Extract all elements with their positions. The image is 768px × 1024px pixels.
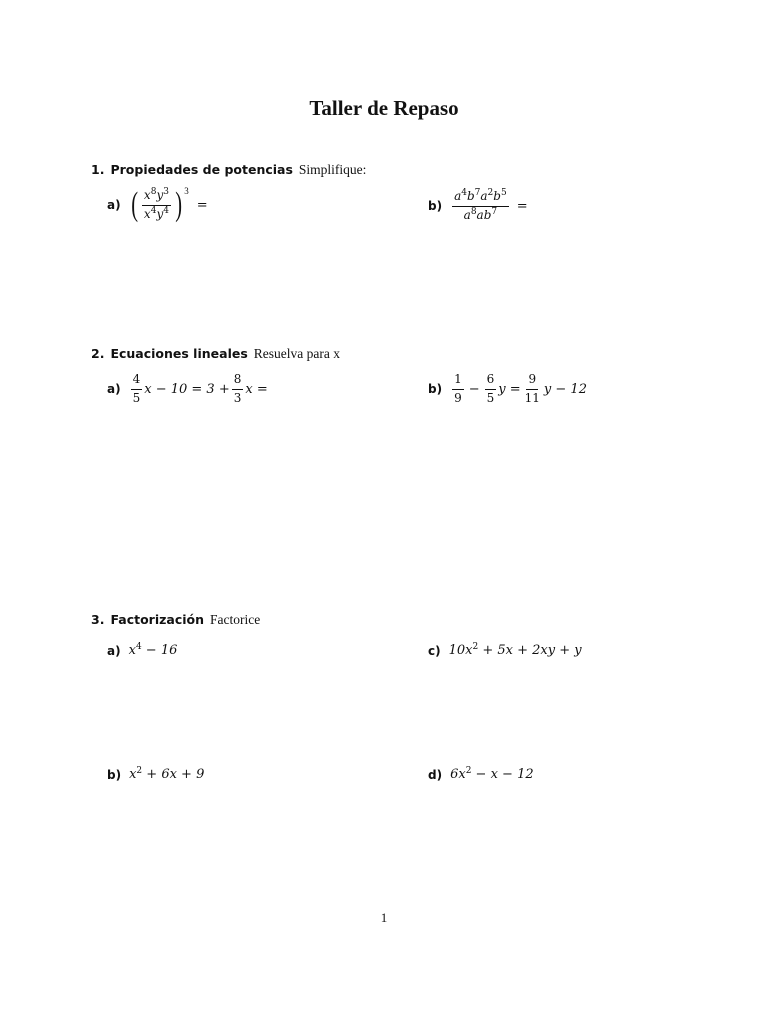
fraction <box>452 373 464 406</box>
outer-exponent: 3 <box>184 186 189 196</box>
equation-middle: y = <box>498 381 521 397</box>
item-label: a) <box>107 198 121 212</box>
section-number: 1. <box>91 162 105 177</box>
numerator: 6 <box>485 373 497 390</box>
denominator: $a^8ab^7$ <box>463 206 498 222</box>
page-number: 1 <box>380 910 388 925</box>
equation-tail: x = <box>245 381 268 397</box>
exercise-3c <box>428 643 582 658</box>
expression: $6x^2 - x - 12$ <box>450 766 534 782</box>
exercise-3a <box>107 643 177 658</box>
expression: $x^2 + 6x + 9$ <box>129 766 205 782</box>
minus-sign: − <box>468 381 480 397</box>
section-3-heading <box>91 612 260 628</box>
section-1-heading <box>91 162 366 178</box>
section-number: 3. <box>91 612 105 627</box>
exercise-1b <box>428 190 528 223</box>
expression: $x^4 - 16$ <box>128 642 178 658</box>
equation-tail: y − 12 <box>543 381 587 397</box>
numerator: 9 <box>526 373 538 390</box>
item-label: d) <box>428 767 443 782</box>
section-name: Propiedades de potencias <box>110 162 293 177</box>
section-instruction: Simplifique: <box>298 162 367 177</box>
page-title: Taller de Repaso <box>309 96 459 120</box>
denominator: 9 <box>454 390 462 405</box>
denominator: $x^4y^4$ <box>143 205 169 221</box>
section-instruction: Factorice <box>210 612 261 627</box>
denominator: 3 <box>233 390 242 405</box>
exercise-2b <box>428 373 587 406</box>
equals-sign: = <box>196 197 208 213</box>
item-label: b) <box>428 199 443 214</box>
equation-middle: x − 10 = 3 + <box>144 381 230 397</box>
exercise-2a <box>107 373 268 406</box>
denominator: 5 <box>486 390 495 405</box>
fraction <box>232 373 244 406</box>
item-label: a) <box>107 382 121 397</box>
denominator: 11 <box>524 390 540 405</box>
section-name: Ecuaciones lineales <box>110 346 248 361</box>
section-instruction: Resuelva para x <box>253 346 340 361</box>
exercise-3d <box>428 767 534 782</box>
fraction <box>523 373 542 406</box>
fraction <box>131 373 143 406</box>
exercise-3b <box>107 767 204 782</box>
equals-sign: = <box>516 198 528 214</box>
section-number: 2. <box>91 346 105 361</box>
exercise-1a <box>107 188 208 222</box>
section-2-heading <box>91 346 340 362</box>
numerator: $x^8y^3$ <box>142 189 171 206</box>
right-paren: ) <box>175 186 183 223</box>
fraction <box>142 186 171 222</box>
numerator: $a^4b^7a^2b^5$ <box>452 190 509 207</box>
item-label: b) <box>107 767 122 782</box>
numerator: 8 <box>232 373 244 390</box>
item-label: b) <box>428 382 443 397</box>
denominator: 5 <box>132 390 141 405</box>
expression: $10x^2 + 5x + 2xy + y$ <box>448 642 582 658</box>
item-label: a) <box>107 643 121 658</box>
fraction <box>452 190 509 223</box>
numerator: 1 <box>452 373 464 390</box>
numerator: 4 <box>131 373 143 390</box>
item-label: c) <box>428 643 441 658</box>
left-paren: ( <box>130 186 138 223</box>
section-name: Factorización <box>110 612 205 627</box>
fraction <box>485 373 497 406</box>
